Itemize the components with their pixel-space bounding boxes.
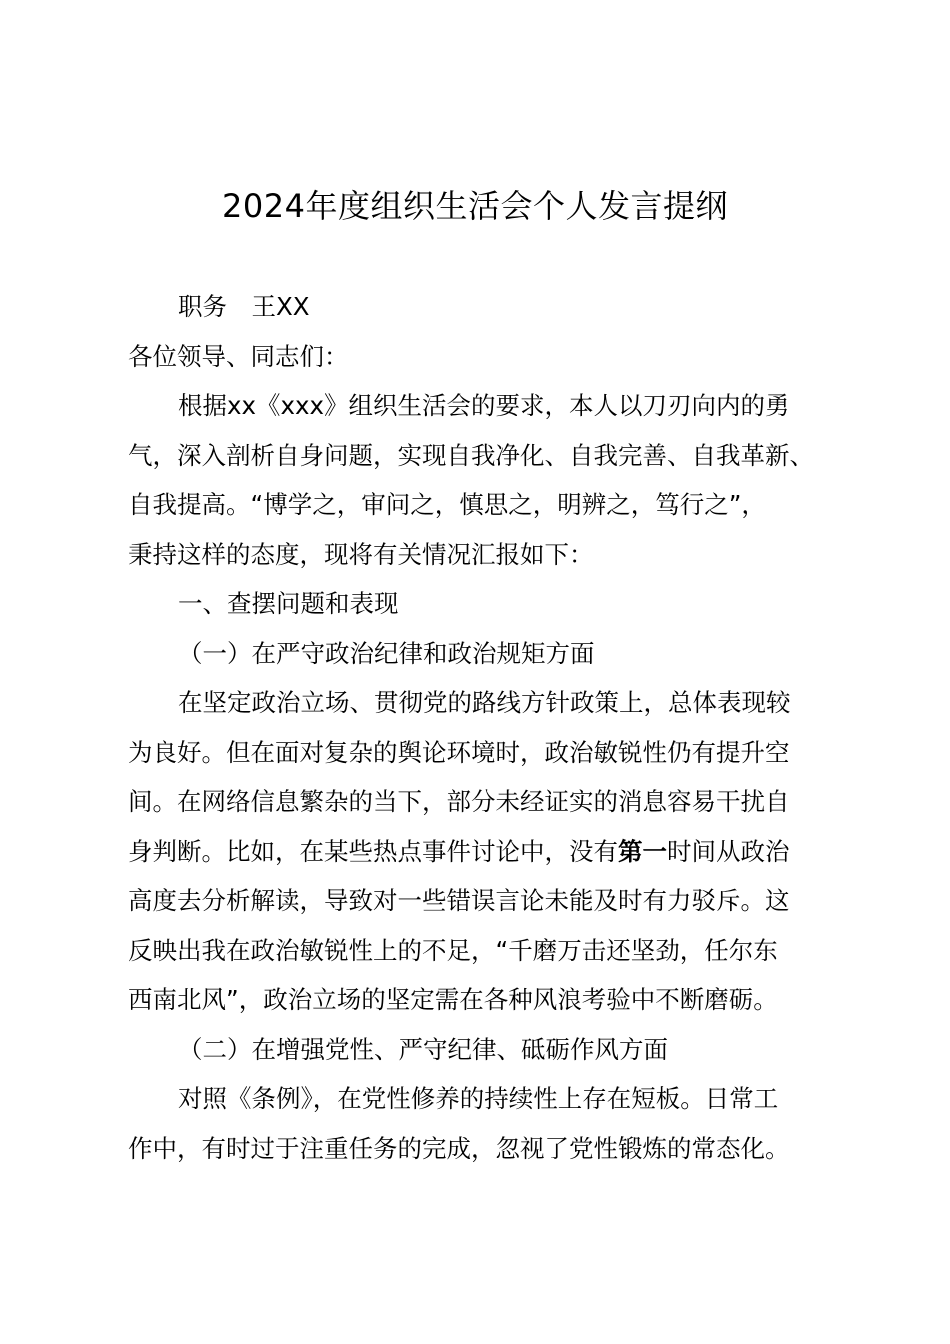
paragraph-line: 在坚定政治立场、贯彻党的路线方针政策上，总体表现较 (178, 688, 791, 717)
author-line: 职务 王XX (178, 292, 310, 321)
paragraph-line: 作中，有时过于注重任务的完成，忽视了党性锻炼的常态化。 (128, 1133, 790, 1163)
paragraph-line: 气，深入剖析自身问题，实现自我净化、自我完善、自我革新、 (128, 440, 814, 470)
paragraph-line: 为良好。但在面对复杂的舆论环境时，政治敏锐性仍有提升空 (128, 737, 790, 767)
document-body (128, 282, 838, 1173)
subsection-heading: （一）在严守政治纪律和政治规矩方面 (178, 638, 595, 668)
paragraph-line-mixed (128, 827, 838, 877)
paragraph-line: 秉持这样的态度，现将有关情况汇报如下： (128, 539, 594, 569)
paragraph-line: 间。在网络信息繁杂的当下，部分未经证实的消息容易干扰自 (128, 787, 790, 816)
paragraph-segment: 时间从政治 (667, 836, 790, 866)
document-title: 2024年度组织生活会个人发言提纲 (222, 187, 728, 225)
paragraph-line: 对照《条例》，在党性修养的持续性上存在短板。日常工 (178, 1084, 779, 1113)
paragraph-line: 高度去分析解读，导致对一些错误言论未能及时有力驳斥。这 (128, 886, 790, 915)
paragraph-line: 反映出我在政治敏锐性上的不足，“千磨万击还坚劲，任尔东 (128, 935, 778, 965)
section-heading: 一、查摆问题和表现 (178, 589, 399, 618)
paragraph-line: 西南北风”，政治立场的坚定需在各种风浪考验中不断磨砺。 (128, 985, 778, 1014)
salutation: 各位领导、同志们： (128, 341, 349, 371)
paragraph-segment: 身判断。比如，在某些热点事件讨论中，没有 (128, 836, 618, 866)
paragraph-line: 自我提高。“博学之，审问之，慎思之，明辨之，笃行之”， (128, 490, 766, 519)
subsection-heading: （二）在增强党性、严守纪律、砥砺作风方面 (178, 1034, 668, 1064)
bold-emphasis: 第一 (618, 836, 667, 866)
paragraph-line: 根据xx《xxx》组织生活会的要求，本人以刀刃向内的勇 (178, 391, 790, 420)
